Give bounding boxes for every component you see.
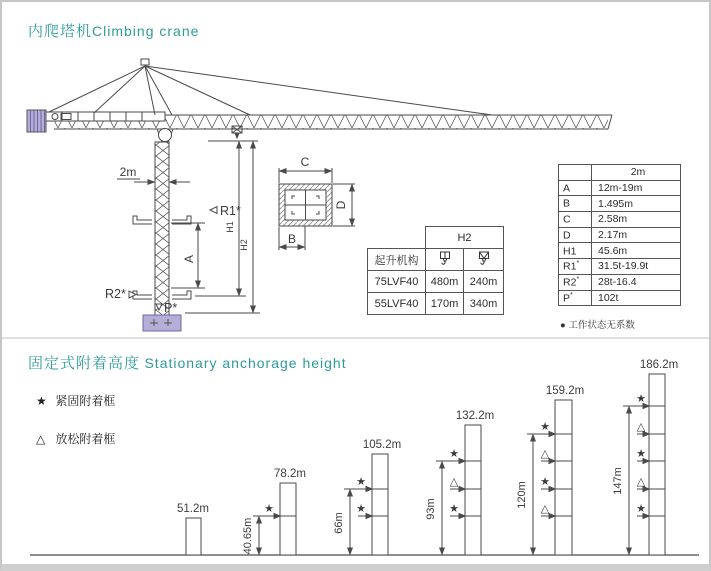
anchorage-title-cn: 固定式附着高度 (28, 355, 141, 372)
table-row: R2* 28t-16.4 (559, 274, 681, 290)
hoist-value: 240m (464, 271, 504, 293)
tower-head (49, 59, 492, 115)
hoist-row (368, 271, 504, 293)
pendant-rear-1 (49, 66, 145, 112)
star-icon: ★ (636, 448, 646, 460)
tower-6-dim: 147m (612, 467, 624, 495)
label-h2: H2 (239, 239, 249, 251)
spec-empty-cell (559, 165, 592, 181)
bullet-icon: ● (560, 320, 566, 331)
spec-note: ● 工作状态无系数 (560, 320, 635, 331)
legend-tight: ★ 紧固附着框 (36, 394, 116, 408)
table-row: C 2.58m (559, 212, 681, 228)
hoist-empty-cell (368, 227, 426, 249)
star-icon: ★ (356, 503, 366, 515)
table-row: B 1.495m (559, 196, 681, 212)
pendant-rear-2 (94, 66, 145, 113)
r1-arrow-icon (210, 207, 217, 214)
foundation-block (143, 315, 181, 331)
hoist-value: 480m (426, 271, 464, 293)
triangle-icon: △ (636, 421, 646, 433)
spec-table (558, 164, 681, 306)
page-title-cn: 内爬塔机 (28, 23, 93, 40)
tower-3-height: 105.2m (362, 439, 402, 451)
anchorage-title-en: Stationary anchorage height (144, 355, 347, 371)
star-icon: ★ (356, 476, 366, 488)
counterweight-block (27, 110, 46, 132)
page-title-en: Climbing crane (92, 23, 200, 39)
label-tower-width: 2m (119, 165, 137, 179)
tower-3-dim: 66m (333, 512, 345, 534)
spec-col-header: 2m (592, 165, 681, 181)
table-row: H1 45.6m (559, 243, 681, 259)
star-icon: ★ (540, 476, 550, 488)
hook-4fall-cell (464, 249, 504, 271)
label-p: P* (164, 301, 178, 315)
star-icon: ★ (449, 503, 459, 515)
tower-4-dim: 93m (425, 498, 437, 520)
table-row: A 12m-19m (559, 180, 681, 196)
tower-5-height: 159.2m (545, 385, 585, 397)
tower-6 (649, 374, 665, 555)
hook-4fall-icon (477, 251, 491, 266)
hoist-col-header: 起升机构 (368, 249, 426, 271)
triangle-icon: △ (636, 476, 646, 488)
triangle-icon: △ (540, 448, 550, 460)
tower-mast (155, 142, 169, 315)
label-c: C (300, 155, 310, 169)
star-icon: ★ (540, 421, 550, 433)
star-icon: ★ (264, 503, 274, 515)
tower-2-dim: 40.65m (242, 517, 254, 555)
hoist-value: 340m (464, 293, 504, 315)
label-h1: H1 (225, 221, 235, 233)
star-icon: ★ (636, 393, 646, 405)
hook-2fall-cell (426, 249, 464, 271)
dim-h1-h2 (185, 141, 260, 313)
tower-2-height: 78.2m (274, 468, 306, 480)
hoist-model: 55LVF40 (368, 293, 426, 315)
hoist-model: 75LVF40 (368, 271, 426, 293)
label-d: D (334, 200, 348, 210)
star-icon: ★ (636, 503, 646, 515)
table-row: P* 102t (559, 290, 681, 306)
table-row: D 2.17m (559, 227, 681, 243)
table-row: R1* 31.5t-19.9t (559, 259, 681, 275)
triangle-icon: △ (540, 503, 550, 515)
tower-1 (186, 518, 201, 555)
triangle-icon: △ (449, 476, 459, 488)
label-a: A (182, 254, 196, 264)
hoist-h2-header: H2 (426, 227, 504, 249)
star-icon: ★ (36, 394, 47, 408)
slewing-unit (157, 129, 173, 143)
dim-tower-width (117, 179, 190, 182)
label-b: B (287, 232, 297, 246)
counter-jib (46, 112, 165, 121)
anchorage-diagram (2, 339, 711, 565)
label-r1: R1* (220, 204, 241, 218)
legend-loose: △ 放松附着框 (36, 432, 116, 446)
hook-2fall-icon (438, 251, 452, 266)
star-icon: ★ (449, 448, 459, 460)
triangle-icon: △ (36, 432, 46, 446)
tower-4-height: 132.2m (455, 410, 495, 422)
hoist-table (367, 226, 504, 315)
tower-1-height: 51.2m (177, 503, 209, 515)
tower-2 (280, 483, 296, 555)
tower-5-dim: 120m (516, 481, 528, 509)
tower-5 (555, 400, 572, 555)
tower-4 (465, 425, 481, 555)
tower-6-height: 186.2m (639, 359, 679, 371)
label-r2: R2* (105, 287, 126, 301)
hoist-row (368, 293, 504, 315)
hoist-value: 170m (426, 293, 464, 315)
tower-3 (372, 454, 388, 555)
